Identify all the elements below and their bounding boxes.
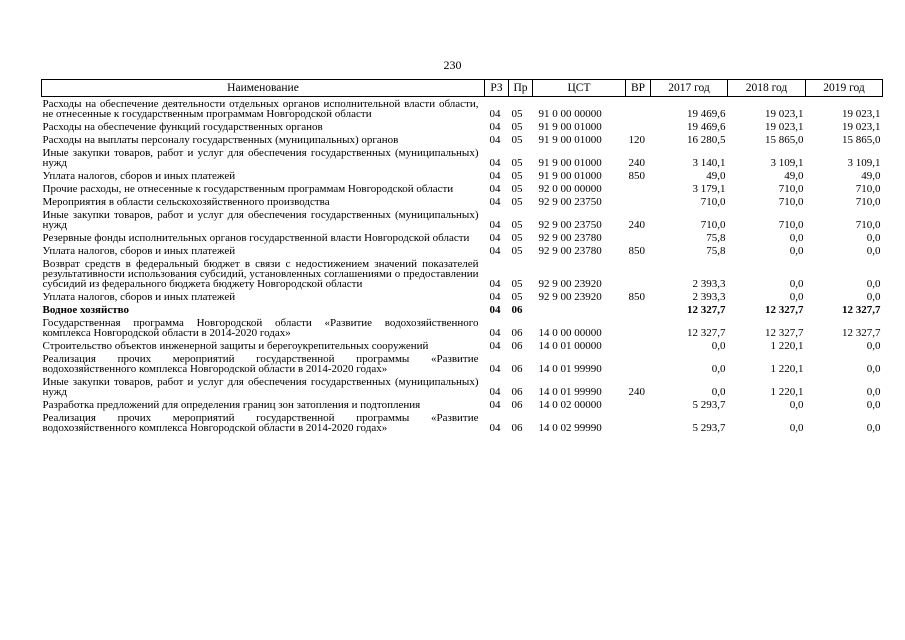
row-value-2017: 5 293,7 [692, 422, 726, 434]
row-value-2017: 0,0 [711, 340, 726, 352]
row-name: Возврат средств в федеральный бюджет в связи с недостижением значений показателей результативности использования субсидий, установленных соглашениями о предоставлении субсидий из федерального бюджета бюджету Новгородской области [42, 258, 479, 290]
row-name: Уплата налогов, сборов и иных платежей [42, 170, 236, 182]
row-vr [626, 316, 651, 339]
row-name: Мероприятия в области сельскохозяйственного производства [42, 196, 330, 208]
row-pr: 05 [511, 196, 523, 208]
row-pr: 06 [511, 327, 523, 339]
table-row [42, 182, 883, 195]
row-name: Иные закупки товаров, работ и услуг для обеспечения государственных (муниципальных) нужд [42, 376, 479, 398]
row-value-2018: 1 220,1 [770, 340, 804, 352]
row-vr: 850 [628, 170, 645, 182]
table-row [42, 375, 883, 398]
row-cst: 92 9 00 23750 [538, 219, 602, 231]
row-rz: 04 [489, 245, 501, 257]
row-value-2019: 0,0 [866, 232, 881, 244]
row-name: Прочие расходы, не отнесенные к государственным программам Новгородской области [42, 183, 454, 195]
row-value-2019: 19 023,1 [842, 121, 881, 133]
row-name: Расходы на обеспечение деятельности отдельных органов исполнительной власти области, не отнесенные к государственным программам Новгородской области [42, 98, 479, 120]
row-rz: 04 [489, 340, 501, 352]
row-vr [626, 352, 651, 375]
col-header-vr: ВР [626, 80, 651, 97]
row-pr: 05 [511, 170, 523, 182]
row-value-2017: 12 327,7 [687, 304, 726, 316]
row-vr [626, 120, 651, 133]
row-value-2018: 15 865,0 [765, 134, 804, 146]
row-value-2018: 0,0 [789, 422, 804, 434]
row-rz: 04 [489, 157, 501, 169]
table-row [42, 316, 883, 339]
table-row [42, 398, 883, 411]
row-value-2018: 0,0 [789, 245, 804, 257]
row-value-2019: 3 109,1 [847, 157, 881, 169]
row-value-2018: 12 327,7 [765, 327, 804, 339]
row-pr: 05 [511, 183, 523, 195]
row-vr [626, 195, 651, 208]
col-header-pr: Пр [509, 80, 533, 97]
row-name: Водное хозяйство [42, 304, 129, 316]
row-vr [626, 182, 651, 195]
col-header-cst: ЦСТ [533, 80, 626, 97]
row-name: Уплата налогов, сборов и иных платежей [42, 245, 236, 257]
row-cst: 14 0 00 00000 [538, 327, 602, 339]
table-row [42, 146, 883, 169]
row-rz: 04 [489, 363, 501, 375]
row-value-2018: 1 220,1 [770, 386, 804, 398]
row-rz: 04 [489, 121, 501, 133]
table-row [42, 133, 883, 146]
row-value-2019: 0,0 [866, 245, 881, 257]
table-row [42, 339, 883, 352]
row-vr [626, 398, 651, 411]
row-cst: 14 0 02 00000 [538, 399, 602, 411]
table-row [42, 352, 883, 375]
row-value-2019: 0,0 [866, 422, 881, 434]
row-value-2019: 710,0 [855, 219, 881, 231]
row-rz: 04 [489, 327, 501, 339]
row-value-2018: 3 109,1 [770, 157, 804, 169]
row-vr: 850 [628, 245, 645, 257]
row-pr: 05 [511, 278, 523, 290]
row-value-2018: 19 023,1 [765, 121, 804, 133]
row-pr: 05 [511, 134, 523, 146]
row-cst: 14 0 01 99990 [538, 363, 602, 375]
row-value-2019: 0,0 [866, 291, 881, 303]
row-value-2019: 49,0 [861, 170, 881, 182]
col-header-name: Наименование [42, 80, 485, 97]
row-pr: 05 [511, 291, 523, 303]
page-number: 230 [443, 58, 462, 72]
header-row [42, 80, 883, 97]
row-value-2017: 710,0 [700, 219, 726, 231]
row-rz: 04 [489, 196, 501, 208]
row-value-2018: 0,0 [789, 291, 804, 303]
row-pr: 06 [511, 304, 523, 316]
row-value-2017: 5 293,7 [692, 399, 726, 411]
row-cst: 14 0 01 99990 [538, 386, 602, 398]
row-value-2017: 12 327,7 [687, 327, 726, 339]
table-row [42, 97, 883, 121]
budget-table [41, 79, 883, 434]
table-row [42, 257, 883, 290]
row-value-2019: 710,0 [855, 196, 881, 208]
row-vr [626, 303, 651, 316]
row-rz: 04 [489, 183, 501, 195]
col-header-2019: 2019 год [806, 80, 883, 97]
row-cst: 92 9 00 23750 [538, 196, 602, 208]
row-vr: 240 [628, 219, 645, 231]
table-row [42, 244, 883, 257]
row-rz: 04 [489, 386, 501, 398]
row-name: Строительство объектов инженерной защиты и берегоукрепительных сооружений [42, 340, 429, 352]
row-pr: 06 [511, 386, 523, 398]
row-name: Реализация прочих мероприятий государственной программы «Развитие водохозяйственного комплекса Новгородской области в 2014-2020 годах» [42, 412, 479, 434]
row-value-2017: 19 469,6 [687, 121, 726, 133]
row-value-2017: 710,0 [700, 196, 726, 208]
row-value-2017: 75,8 [706, 245, 726, 257]
row-value-2017: 19 469,6 [687, 108, 726, 120]
row-pr: 06 [511, 422, 523, 434]
row-cst: 91 9 00 01000 [538, 157, 602, 169]
row-name: Разработка предложений для определения границ зон затопления и подтопления [42, 399, 421, 411]
row-value-2017: 16 280,5 [687, 134, 726, 146]
row-vr [626, 231, 651, 244]
row-value-2017: 75,8 [706, 232, 726, 244]
row-vr [626, 97, 651, 121]
row-vr: 240 [628, 386, 645, 398]
row-pr: 05 [511, 108, 523, 120]
row-value-2018: 0,0 [789, 278, 804, 290]
row-value-2018: 19 023,1 [765, 108, 804, 120]
table-row [42, 411, 883, 434]
row-name: Расходы на обеспечение функций государственных органов [42, 121, 323, 133]
table-row [42, 208, 883, 231]
table-row [42, 169, 883, 182]
row-rz: 04 [489, 278, 501, 290]
row-vr: 120 [628, 134, 645, 146]
row-name: Иные закупки товаров, работ и услуг для обеспечения государственных (муниципальных) нужд [42, 209, 479, 231]
row-vr: 850 [628, 291, 645, 303]
row-cst: 92 9 00 23780 [538, 245, 602, 257]
row-value-2017: 0,0 [711, 386, 726, 398]
row-rz: 04 [489, 170, 501, 182]
table-row [42, 303, 883, 316]
row-name: Реализация прочих мероприятий государственной программы «Развитие водохозяйственного комплекса Новгородской области в 2014-2020 годах» [42, 353, 479, 375]
row-value-2018: 1 220,1 [770, 363, 804, 375]
row-cst: 91 9 00 01000 [538, 134, 602, 146]
row-cst: 91 0 00 00000 [538, 108, 602, 120]
row-cst: 14 0 01 00000 [538, 340, 602, 352]
table-row [42, 231, 883, 244]
row-value-2019: 12 327,7 [842, 304, 881, 316]
row-value-2019: 0,0 [866, 278, 881, 290]
row-cst [533, 303, 626, 316]
row-name: Резервные фонды исполнительных органов государственной власти Новгородской области [42, 232, 470, 244]
row-cst: 92 9 00 23920 [538, 291, 602, 303]
row-pr: 05 [511, 157, 523, 169]
row-value-2019: 0,0 [866, 386, 881, 398]
row-vr [626, 257, 651, 290]
row-cst: 92 0 00 00000 [538, 183, 602, 195]
row-cst: 91 9 00 01000 [538, 170, 602, 182]
row-name: Иные закупки товаров, работ и услуг для обеспечения государственных (муниципальных) нужд [42, 147, 479, 169]
row-rz: 04 [489, 399, 501, 411]
table-row [42, 195, 883, 208]
col-header-2018: 2018 год [728, 80, 806, 97]
row-pr: 05 [511, 121, 523, 133]
row-vr: 240 [628, 157, 645, 169]
row-value-2017: 2 393,3 [692, 291, 726, 303]
row-name: Государственная программа Новгородской области «Развитие водохозяйственного комплекса Новгородской области в 2014-2020 годах» [42, 317, 479, 339]
row-value-2017: 2 393,3 [692, 278, 726, 290]
row-vr [626, 411, 651, 434]
row-rz: 04 [489, 304, 501, 316]
row-value-2018: 710,0 [778, 183, 804, 195]
row-pr: 06 [511, 363, 523, 375]
row-value-2017: 49,0 [706, 170, 726, 182]
row-value-2019: 0,0 [866, 340, 881, 352]
table-row [42, 290, 883, 303]
row-vr [626, 339, 651, 352]
row-pr: 05 [511, 245, 523, 257]
row-value-2019: 0,0 [866, 399, 881, 411]
table-body [42, 97, 883, 435]
row-value-2019: 710,0 [855, 183, 881, 195]
row-value-2019: 15 865,0 [842, 134, 881, 146]
row-cst: 92 9 00 23920 [538, 278, 602, 290]
row-value-2017: 3 140,1 [692, 157, 726, 169]
row-value-2019: 0,0 [866, 363, 881, 375]
row-value-2019: 12 327,7 [842, 327, 881, 339]
row-rz: 04 [489, 134, 501, 146]
row-rz: 04 [489, 108, 501, 120]
row-pr: 05 [511, 232, 523, 244]
row-pr: 06 [511, 340, 523, 352]
row-cst: 14 0 02 99990 [538, 422, 602, 434]
row-rz: 04 [489, 422, 501, 434]
row-pr: 05 [511, 219, 523, 231]
row-value-2018: 49,0 [784, 170, 804, 182]
row-rz: 04 [489, 291, 501, 303]
row-name: Уплата налогов, сборов и иных платежей [42, 291, 236, 303]
row-cst: 91 9 00 01000 [538, 121, 602, 133]
row-value-2018: 0,0 [789, 399, 804, 411]
row-value-2019: 19 023,1 [842, 108, 881, 120]
row-cst: 92 9 00 23780 [538, 232, 602, 244]
row-value-2017: 0,0 [711, 363, 726, 375]
row-rz: 04 [489, 219, 501, 231]
col-header-2017: 2017 год [651, 80, 728, 97]
row-pr: 06 [511, 399, 523, 411]
table-row [42, 120, 883, 133]
row-value-2017: 3 179,1 [692, 183, 726, 195]
row-value-2018: 12 327,7 [765, 304, 804, 316]
row-value-2018: 710,0 [778, 219, 804, 231]
row-value-2018: 0,0 [789, 232, 804, 244]
row-value-2018: 710,0 [778, 196, 804, 208]
row-name: Расходы на выплаты персоналу государственных (муниципальных) органов [42, 134, 399, 146]
row-rz: 04 [489, 232, 501, 244]
col-header-rz: РЗ [485, 80, 509, 97]
